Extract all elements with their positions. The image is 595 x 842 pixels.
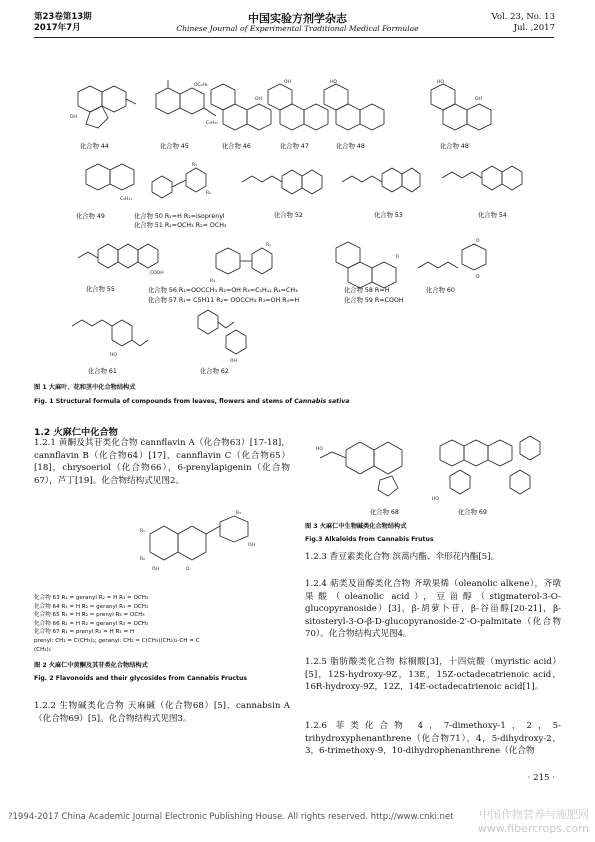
journal-title-en: Chinese Journal of Experimental Traditional Medical Formulae bbox=[176, 24, 419, 33]
fig1-label-54: 化合物 54 bbox=[478, 212, 507, 219]
fig2-row-63: 化合物 63 R₁ = geranyl R₂ = H R₃ = OCH₃ bbox=[34, 595, 149, 601]
structure-flavonoid-fig2 bbox=[140, 511, 280, 590]
page-number: · 215 · bbox=[527, 773, 555, 783]
figure3-caption-en: Fig.3 Alkaloids from Cannabis Frutus bbox=[305, 536, 434, 543]
fig2-row-66: 化合物 66 R₁ = H R₂ = geranyl R₃ = OCH₃ bbox=[34, 620, 149, 627]
svg-text:R₁: R₁ bbox=[140, 529, 145, 534]
fig2-compound-table bbox=[34, 594, 200, 654]
paragraph-1-2-6: 1.2.6 菲类化合物 4，7-dimethoxy-1，2，5-trihydroxyphenanthrene（化合物71），4，5-dihydroxy-2，3，6-trimethoxy-9，10-dihydrophenanthrene（化合物 bbox=[305, 721, 561, 757]
svg-text:O: O bbox=[476, 275, 480, 280]
volume-issue-en: Vol. 23, No. 13 bbox=[491, 12, 555, 22]
fig2-row-65: 化合物 65 R₁ = H R₂ = prenyl R₃ = OCH₃ bbox=[34, 612, 145, 619]
structure-52 bbox=[240, 164, 330, 198]
fig1-label-44: 化合物 44 bbox=[80, 143, 109, 150]
fig1-label-47: 化合物 47 bbox=[280, 143, 309, 150]
paragraph-1-2-4: 1.2.4 萜类及甾醇类化合物 齐墩果烯（oleanolic alkene），齐墩果酸（oleanolic acid），豆甾醇（stigmaterol-3-O-glucopyranoside）[3]，β-胡萝卜苷，β-谷甾醇[20-21]，β-sitosteryl-3-O-β-D-glucopyranoside-2′-O-palmitate（化合物70）。化合物结构式见图4。 bbox=[305, 579, 561, 640]
svg-text:HO: HO bbox=[437, 80, 444, 85]
figure2-caption-cn: 图 2 火麻仁中黄酮及其苷类化合物结构式 bbox=[34, 662, 148, 669]
fig1-label-60: 化合物 60 bbox=[426, 287, 455, 294]
fig1-label-57: 化合物 57 R₁= C5H11 R₂= OOCCH₃ R₃=OH R₄=H bbox=[148, 297, 300, 304]
svg-text:HO: HO bbox=[110, 353, 117, 358]
svg-text:OH: OH bbox=[248, 543, 255, 548]
watermark-cn: 中国作物营养与施肥网 bbox=[479, 808, 589, 821]
fig2-definition-cont: (CH₃)₂ bbox=[34, 646, 51, 653]
fig1-label-48-prime: 化合物 48′ bbox=[440, 143, 471, 150]
svg-text:R₃: R₃ bbox=[236, 511, 241, 516]
fig1-label-49: 化合物 49 bbox=[76, 213, 105, 220]
svg-text:OH: OH bbox=[255, 97, 262, 102]
figure1-caption-cn: 图 1 大麻叶、花和茎中化合物结构式 bbox=[34, 384, 136, 391]
paragraph-1-2-5: 1.2.5 脂肪酸类化合物 棕榈酸[3]，十四烷酸（myristic acid）[5]，12S-hydroxy-9Z，13E，15Z-octadecatrienoic acid，16R-hydroxy-9Z，12Z，14E-octadecatrienoic acid[1]。 bbox=[305, 657, 561, 693]
fig1-label-51: 化合物 51 R₁=OCH₃ R₂= OCH₃ bbox=[134, 222, 227, 229]
svg-text:C₅H₁₁: C₅H₁₁ bbox=[120, 197, 132, 202]
figure1-caption-en: Fig. 1 Structural formula of compounds from leaves, flowers and stems of Cannabis sativa bbox=[34, 398, 350, 405]
svg-text:C₅H₁₁: C₅H₁₁ bbox=[206, 121, 218, 126]
fig1-label-45: 化合物 45 bbox=[160, 143, 189, 150]
svg-text:R₁: R₁ bbox=[192, 163, 197, 168]
svg-text:O: O bbox=[476, 239, 480, 244]
structure-69 bbox=[430, 436, 550, 502]
structure-62 bbox=[192, 306, 252, 362]
structure-60 bbox=[416, 238, 492, 282]
structure-49 bbox=[80, 160, 140, 206]
date-en: Jul. ,2017 bbox=[513, 23, 555, 33]
fig2-row-64: 化合物 64 R₁ = H R₂ = geranyl R₃ = OCH₃ bbox=[34, 603, 149, 610]
svg-text:HO: HO bbox=[316, 447, 323, 452]
structure-54 bbox=[440, 160, 525, 200]
svg-text:O: O bbox=[186, 567, 190, 572]
structure-53 bbox=[340, 160, 420, 200]
volume-issue-cn: 第23卷第13期 bbox=[34, 12, 92, 22]
section-1-2-heading: 1.2 火麻仁中化合物 bbox=[34, 427, 118, 438]
structure-48 bbox=[318, 80, 388, 138]
structure-61 bbox=[70, 312, 150, 360]
paragraph-1-2-3: 1.2.3 香豆素类化合物 滨蒿内酯、伞形花内酯[5]。 bbox=[305, 552, 500, 562]
structure-44 bbox=[68, 82, 128, 137]
fig2-definition: prenyl: CH₂ = C(CH₃)₂; geranyl: CH₂ = C(CH₃)(CH₂)₂-CH = C bbox=[34, 637, 200, 644]
svg-text:R₁: R₁ bbox=[266, 243, 271, 248]
watermark-url: www.fibercrops.com bbox=[477, 822, 589, 835]
fig1-label-55: 化合物 55 bbox=[86, 286, 115, 293]
svg-text:OH: OH bbox=[284, 80, 291, 85]
figure2-caption-en: Fig. 2 Flavonoids and their glycosides from Cannabis Fructus bbox=[34, 675, 248, 682]
fig1-label-58: 化合物 58 R=H bbox=[344, 287, 390, 294]
structure-58-59 bbox=[330, 238, 400, 284]
fig2-row-67: 化合物 67 R₁ = prenyl R₂ = H R₃ = H bbox=[34, 629, 135, 636]
date-cn: 2017年7月 bbox=[34, 23, 81, 33]
figure3-caption-cn: 图 3 火麻仁中生物碱类化合物结构式 bbox=[305, 523, 407, 530]
svg-text:R₂: R₂ bbox=[140, 557, 145, 562]
structure-55 bbox=[76, 238, 166, 280]
fig1-label-52: 化合物 52 bbox=[274, 212, 303, 219]
fig1-label-50: 化合物 50 R₁=H R₂=isoprenyl bbox=[134, 213, 225, 220]
fig1-label-61: 化合物 61 bbox=[88, 368, 117, 375]
paragraph-1-2-1: 1.2.1 黄酮及其苷类化合物 cannflavin A（化合物63）[17-18]，cannflavin B（化合物64）[17]，cannflavin C（化合物65）[18]，chrysoeriol（化合物66），6-prenylapigenin（化合物67），芦丁[19]。化合物结构式见图2。 bbox=[34, 438, 290, 486]
fig1-label-53: 化合物 53 bbox=[374, 212, 403, 219]
fig3-label-68: 化合物 68 bbox=[370, 509, 399, 516]
journal-title-cn: 中国实验方剂学杂志 bbox=[248, 12, 347, 25]
paragraph-1-2-2: 1.2.2 生物碱类化合物 天麻碱（化合物68）[5]，cannabsin A（化合物69）[5]。化合物结构式见图3。 bbox=[34, 701, 290, 724]
svg-text:OH: OH bbox=[475, 97, 482, 102]
copyright-line: ?1994-2017 China Academic Journal Electronic Publishing House. All rights reserved. http://www.cnki.net bbox=[8, 812, 454, 822]
fig3-label-69: 化合物 69 bbox=[458, 509, 487, 516]
svg-text:OH: OH bbox=[230, 359, 237, 364]
svg-text:OC₂H₅: OC₂H₅ bbox=[194, 83, 208, 88]
svg-text:R₄: R₄ bbox=[210, 279, 215, 284]
fig1-label-56: 化合物 56 R₁=OOCCH₃ R₂=OH R₃=C₅H₁₁ R₄=CH₃ bbox=[148, 287, 298, 294]
structure-48-prime bbox=[425, 80, 495, 138]
structure-50-51 bbox=[148, 158, 218, 204]
structure-56-57 bbox=[210, 240, 280, 284]
figure1-caption-species: Cannabis sativa bbox=[294, 398, 350, 405]
fig1-label-62: 化合物 62 bbox=[200, 368, 229, 375]
svg-text:OH: OH bbox=[70, 115, 77, 120]
header-rule bbox=[34, 37, 554, 38]
svg-text:OH: OH bbox=[152, 567, 159, 572]
svg-text:R: R bbox=[396, 255, 400, 260]
structure-68 bbox=[316, 436, 416, 502]
fig1-label-48: 化合物 48 bbox=[336, 143, 365, 150]
svg-text:HO: HO bbox=[330, 80, 337, 85]
svg-text:R₂: R₂ bbox=[206, 191, 211, 196]
svg-text:HO: HO bbox=[432, 497, 439, 502]
svg-text:COOH: COOH bbox=[150, 271, 164, 276]
fig1-label-46: 化合物 46 bbox=[222, 143, 251, 150]
fig1-label-59: 化合物 59 R=COOH bbox=[344, 297, 404, 304]
